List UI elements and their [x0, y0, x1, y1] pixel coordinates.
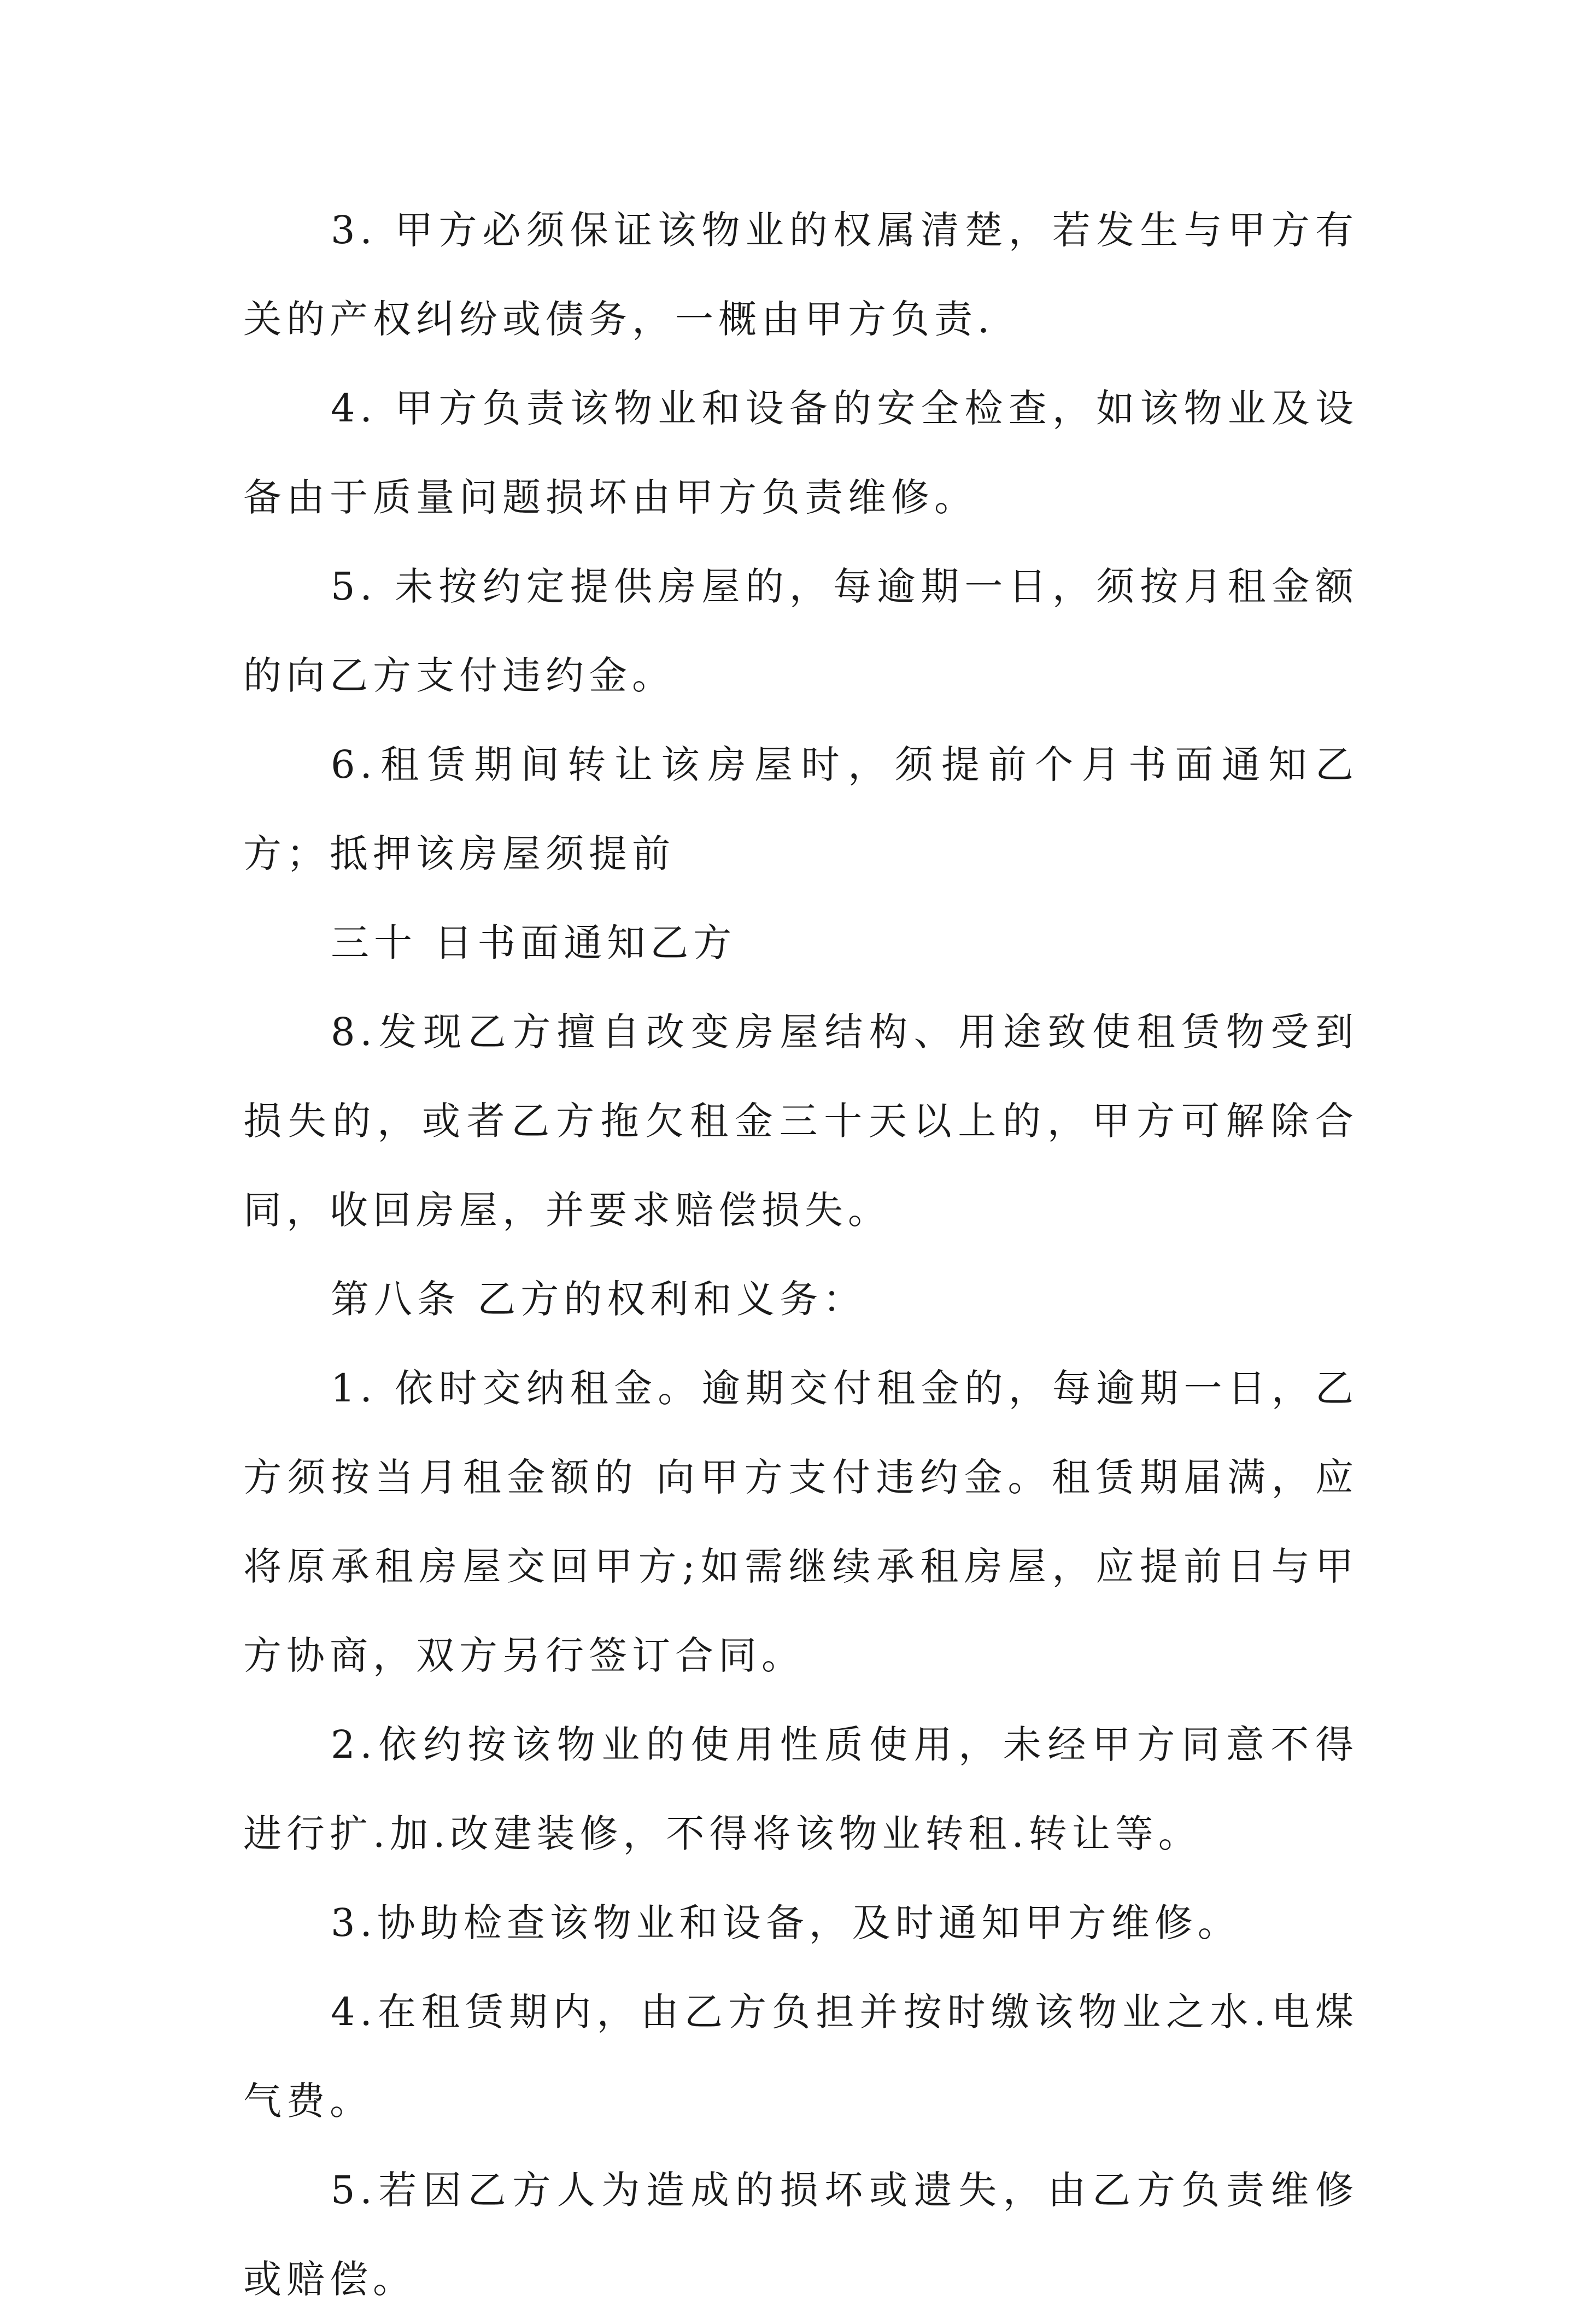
paragraph: 5. 未按约定提供房屋的，每逾期一日，须按月租金额的向乙方支付违约金。 — [243, 564, 1358, 698]
document-body — [243, 186, 1358, 2324]
paragraph: 4. 甲方负责该物业和设备的安全检查，如该物业及设备由于质量问题损坏由甲方负责维修。 — [243, 386, 1358, 520]
paragraph: 4.在租赁期内，由乙方负担并按时缴该物业之水.电煤气费。 — [243, 1990, 1358, 2123]
paragraph: 三十 日书面通知乙方 — [331, 920, 737, 965]
paragraph: 1. 依时交纳租金。逾期交付租金的，每逾期一日，乙方须按当月租金额的 向甲方支付违约金。租赁期届满，应将原承租房屋交回甲方;如需继续承租房屋，应提前日与甲方协商，双方另行签订合同。 — [243, 1366, 1358, 1678]
paragraph: 8.发现乙方擅自改变房屋结构、用途致使租赁物受到损失的，或者乙方拖欠租金三十天以上的，甲方可解除合同，收回房屋，并要求赔偿损失。 — [243, 1010, 1358, 1233]
paragraph: 3.协助检查该物业和设备，及时通知甲方维修。 — [331, 1900, 1241, 1945]
paragraph: 3. 甲方必须保证该物业的权属清楚，若发生与甲方有关的产权纠纷或债务，一概由甲方负责. — [243, 208, 1358, 342]
paragraph: 6.租赁期间转让该房屋时，须提前个月书面通知乙方；抵押该房屋须提前 — [243, 742, 1358, 876]
paragraph: 2.依约按该物业的使用性质使用，未经甲方同意不得进行扩.加.改建装修，不得将该物业转租.转让等。 — [243, 1722, 1358, 1856]
section-heading: 第八条 乙方的权利和义务： — [331, 1277, 866, 1322]
paragraph: 5.若因乙方人为造成的损坏或遗失，由乙方负责维修或赔偿。 — [243, 2168, 1358, 2302]
